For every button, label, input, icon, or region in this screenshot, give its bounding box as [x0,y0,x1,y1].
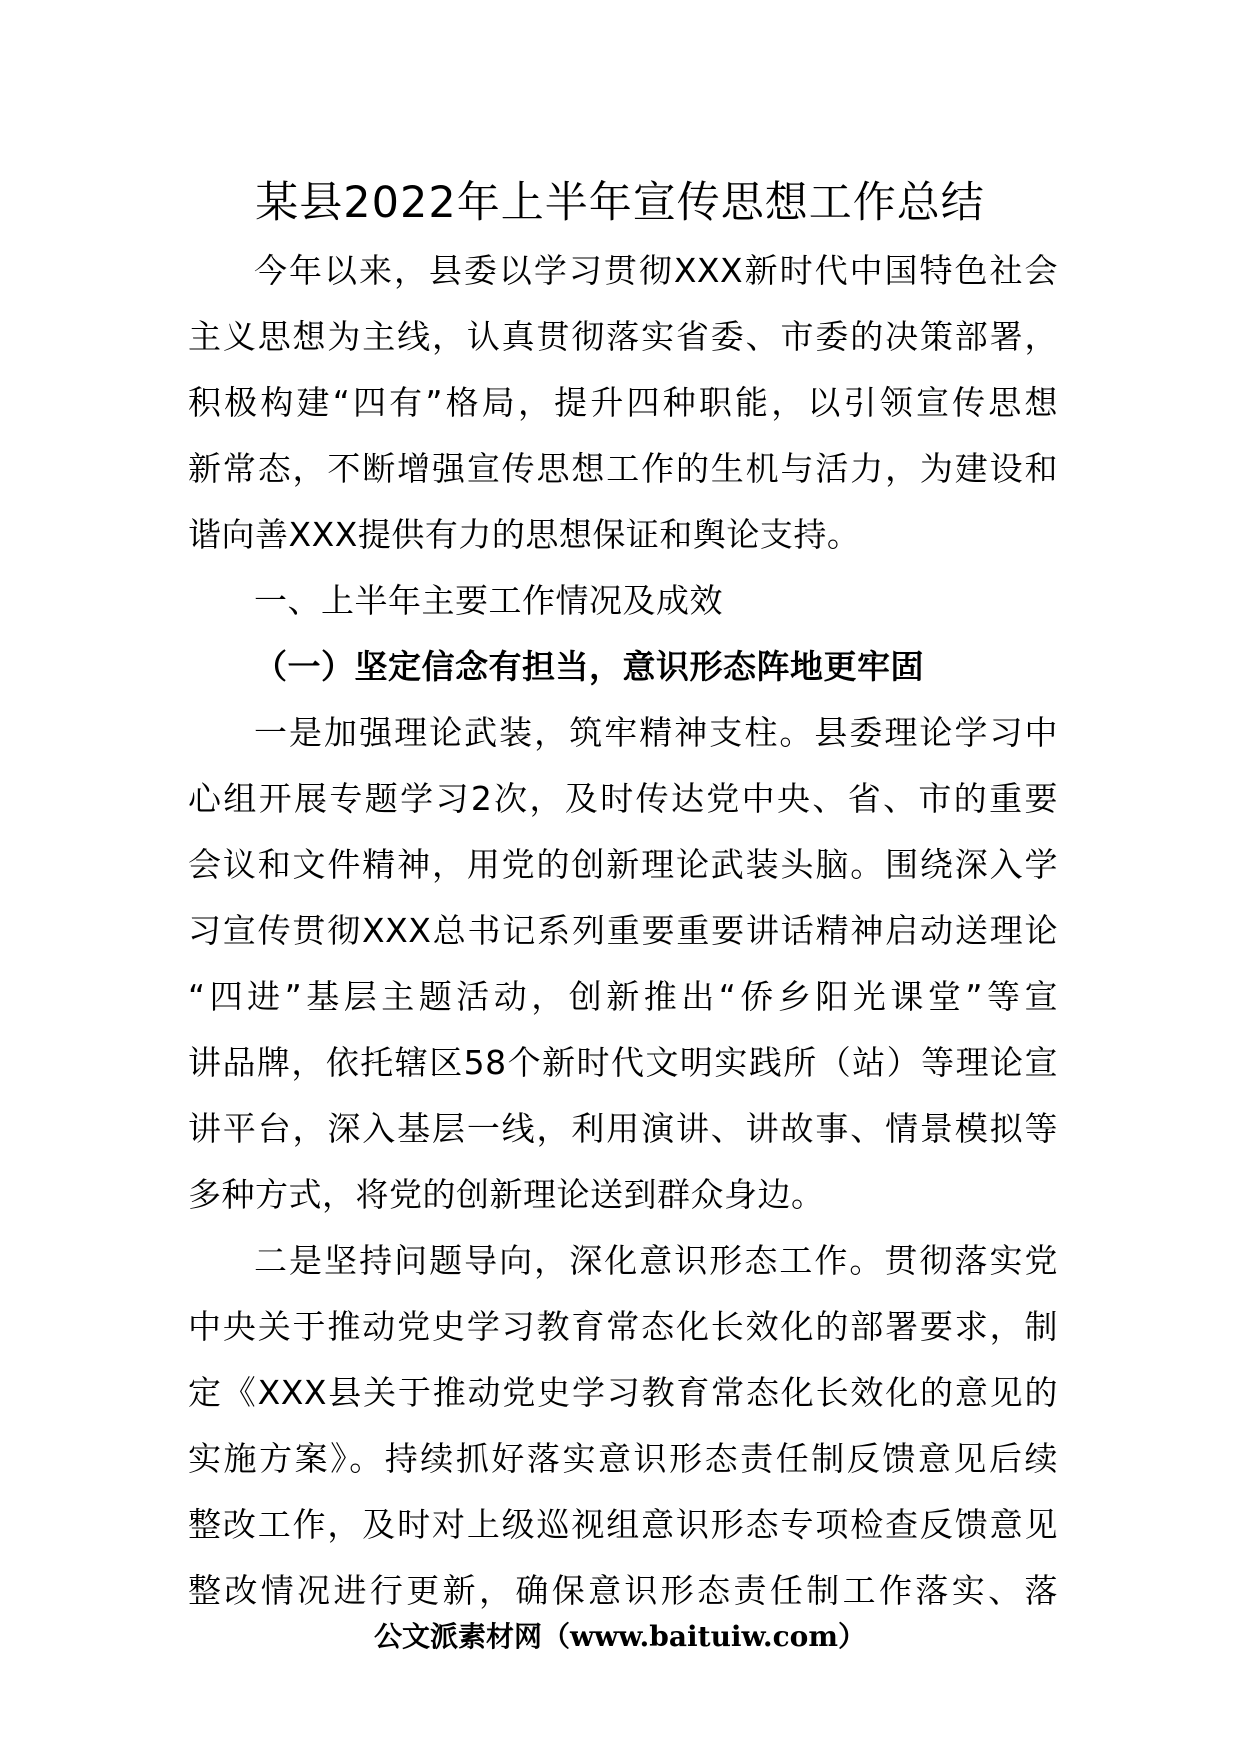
paragraph-line: 心组开展专题学习2次，及时传达党中央、省、市的重要 [188,779,1058,818]
paragraph-line: 整改情况进行更新，确保意识形态责任制工作落实、落 [188,1571,1058,1610]
paragraph-2 [188,1228,1058,1624]
paragraph-line: 定《XXX县关于推动党史学习教育常态化长效化的意见的 [188,1373,1058,1412]
paragraph-line: 会议和文件精神，用党的创新理论武装头脑。围绕深入学 [188,845,1058,884]
paragraph-1 [188,700,1058,1228]
paragraph-line: 讲平台，深入基层一线，利用演讲、讲故事、情景模拟等 [188,1109,1058,1148]
paragraph-line: 中央关于推动党史学习教育常态化长效化的部署要求，制 [188,1307,1058,1346]
paragraph-line: 今年以来，县委以学习贯彻XXX新时代中国特色社会 [254,251,1058,290]
paragraph-line: 二是坚持问题导向，深化意识形态工作。贯彻落实党 [254,1241,1058,1280]
subsection-heading: （一）坚定信念有担当，意识形态阵地更牢固 [254,647,924,686]
paragraph-line: “四进”基层主题活动，创新推出“侨乡阳光课堂”等宣 [188,977,1058,1016]
paragraph-line: 主义思想为主线，认真贯彻落实省委、市委的决策部署， [188,317,1058,356]
paragraph-line: 谐向善XXX提供有力的思想保证和舆论支持。 [188,515,861,554]
paragraph-line: 讲品牌，依托辖区58个新时代文明实践所（站）等理论宣 [188,1043,1058,1082]
footer-watermark: 公文派素材网（www.baituiw.com） [374,1620,866,1653]
paragraph-line: 整改工作，及时对上级巡视组意识形态专项检查反馈意见 [188,1505,1058,1544]
paragraph-line: 实施方案》。持续抓好落实意识形态责任制反馈意见后续 [188,1439,1058,1478]
paragraph-line: 新常态，不断增强宣传思想工作的生机与活力，为建设和 [188,449,1058,488]
document-title: 某县2022年上半年宣传思想工作总结 [255,178,985,228]
intro-paragraph [188,238,1058,568]
section-heading: 一、上半年主要工作情况及成效 [254,581,723,620]
document-body [188,238,1058,1624]
paragraph-line: 多种方式，将党的创新理论送到群众身边。 [188,1175,825,1214]
paragraph-line: 习宣传贯彻XXX总书记系列重要重要讲话精神启动送理论 [188,911,1058,950]
paragraph-line: 积极构建“四有”格局，提升四种职能，以引领宣传思想 [188,383,1058,422]
paragraph-line: 一是加强理论武装，筑牢精神支柱。县委理论学习中 [254,713,1058,752]
